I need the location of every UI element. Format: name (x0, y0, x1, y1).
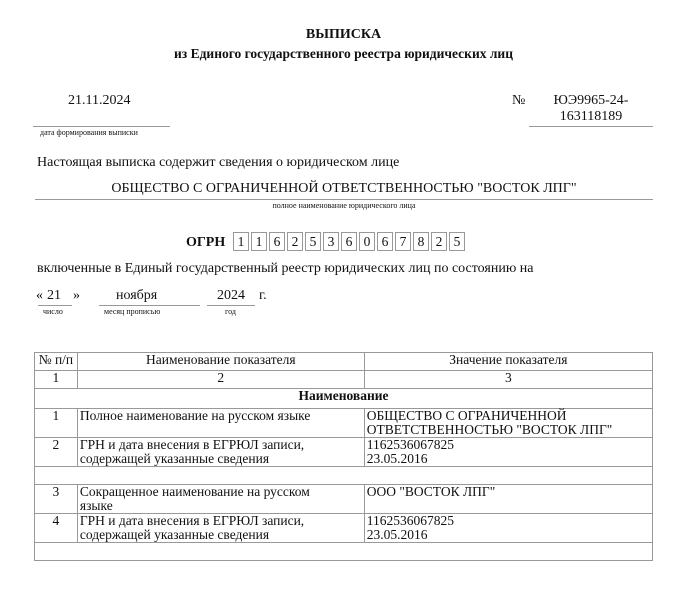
ogrn-digit: 0 (359, 232, 375, 251)
value-line: ОТВЕТСТВЕННОСТЬЮ "ВОСТОК ЛПГ" (366, 422, 613, 437)
row-indicator (77, 409, 364, 438)
ogrn-digit: 2 (287, 232, 303, 251)
year-underline (207, 305, 255, 306)
org-full-name: ОБЩЕСТВО С ОГРАНИЧЕННОЙ ОТВЕТСТВЕННОСТЬЮ "ВОСТОК ЛПГ" (111, 181, 577, 196)
intro-text: Настоящая выписка содержит сведения о юридическом лице (37, 155, 400, 170)
row-number: 3 (35, 485, 78, 514)
indicator-line: Полное наименование на русском языке (79, 408, 311, 423)
table-header-row (35, 353, 653, 371)
ogrn-digit: 5 (449, 232, 465, 251)
col-num-3: 3 (364, 371, 652, 389)
value-line: 1162536067825 (366, 437, 454, 452)
day-underline (38, 305, 72, 306)
extract-number (551, 93, 631, 125)
state-year: 2024 (217, 288, 245, 303)
section-title: Наименование (35, 389, 653, 409)
ogrn-digit: 8 (413, 232, 429, 251)
value-line: 23.05.2016 (366, 451, 428, 466)
indicator-line: языке (79, 498, 113, 513)
value-line: 1162536067825 (366, 513, 454, 528)
extract-number-line1: ЮЭ9965-24- (553, 93, 629, 108)
indicator-line: ГРН и дата внесения в ЕГРЮЛ записи, (79, 437, 305, 452)
indicator-line: содержащей указанные сведения (79, 451, 270, 466)
quote-close: » (73, 288, 80, 303)
header-value: Значение показателя (364, 353, 652, 371)
quote-open: « (36, 288, 43, 303)
document-subtitle: из Единого государственного реестра юридических лиц (174, 46, 513, 61)
indicator-line: Сокращенное наименование на русском (79, 484, 310, 499)
spacer-cell (35, 543, 653, 561)
ogrn-digits (233, 232, 467, 251)
table-row (35, 514, 653, 543)
year-suffix: г. (259, 288, 267, 303)
state-text: включенные в Единый государственный реестр юридических лиц по состоянию на (37, 261, 534, 276)
section-row (35, 389, 653, 409)
row-value (364, 438, 652, 467)
row-indicator (77, 438, 364, 467)
row-number: 2 (35, 438, 78, 467)
row-indicator (77, 485, 364, 514)
ogrn-label: ОГРН (186, 235, 226, 250)
value-line: ООО "ВОСТОК ЛПГ" (366, 484, 496, 499)
value-line: 23.05.2016 (366, 527, 428, 542)
col-num-1: 1 (35, 371, 78, 389)
month-caption: месяц прописью (104, 307, 161, 316)
ogrn-digit: 1 (233, 232, 249, 251)
row-value (364, 514, 652, 543)
day-caption: число (43, 307, 63, 316)
ogrn-digit: 3 (323, 232, 339, 251)
header-num: № п/п (35, 353, 78, 371)
row-indicator (77, 514, 364, 543)
org-name-caption: полное наименование юридического лица (272, 201, 416, 210)
document-title: ВЫПИСКА (305, 27, 382, 42)
ogrn-digit: 5 (305, 232, 321, 251)
row-value (364, 409, 652, 438)
row-number: 1 (35, 409, 78, 438)
col-num-2: 2 (77, 371, 364, 389)
ogrn-digit: 7 (395, 232, 411, 251)
row-number: 4 (35, 514, 78, 543)
header-indicator: Наименование показателя (77, 353, 364, 371)
ogrn-digit: 6 (377, 232, 393, 251)
number-underline (529, 126, 653, 127)
date-underline (33, 126, 170, 127)
column-number-row (35, 371, 653, 389)
value-line: ОБЩЕСТВО С ОГРАНИЧЕННОЙ (366, 408, 567, 423)
state-month: ноября (116, 288, 158, 303)
org-underline (35, 199, 653, 200)
table-row (35, 409, 653, 438)
ogrn-digit: 6 (341, 232, 357, 251)
ogrn-digit: 1 (251, 232, 267, 251)
ogrn-digit: 6 (269, 232, 285, 251)
indicator-line: ГРН и дата внесения в ЕГРЮЛ записи, (79, 513, 305, 528)
indicator-line: содержащей указанные сведения (79, 527, 270, 542)
number-sign: № (512, 93, 526, 108)
month-underline (99, 305, 200, 306)
state-day: 21 (47, 288, 61, 303)
spacer-cell (35, 467, 653, 485)
extract-number-line2: 163118189 (559, 109, 623, 124)
formation-date-caption: дата формирования выписки (40, 128, 138, 137)
table-row (35, 438, 653, 467)
extract-table (34, 352, 653, 561)
table-row (35, 485, 653, 514)
formation-date: 21.11.2024 (68, 93, 131, 108)
year-caption: год (225, 307, 236, 316)
row-value (364, 485, 652, 514)
spacer-row (35, 467, 653, 485)
spacer-row (35, 543, 653, 561)
ogrn-digit: 2 (431, 232, 447, 251)
